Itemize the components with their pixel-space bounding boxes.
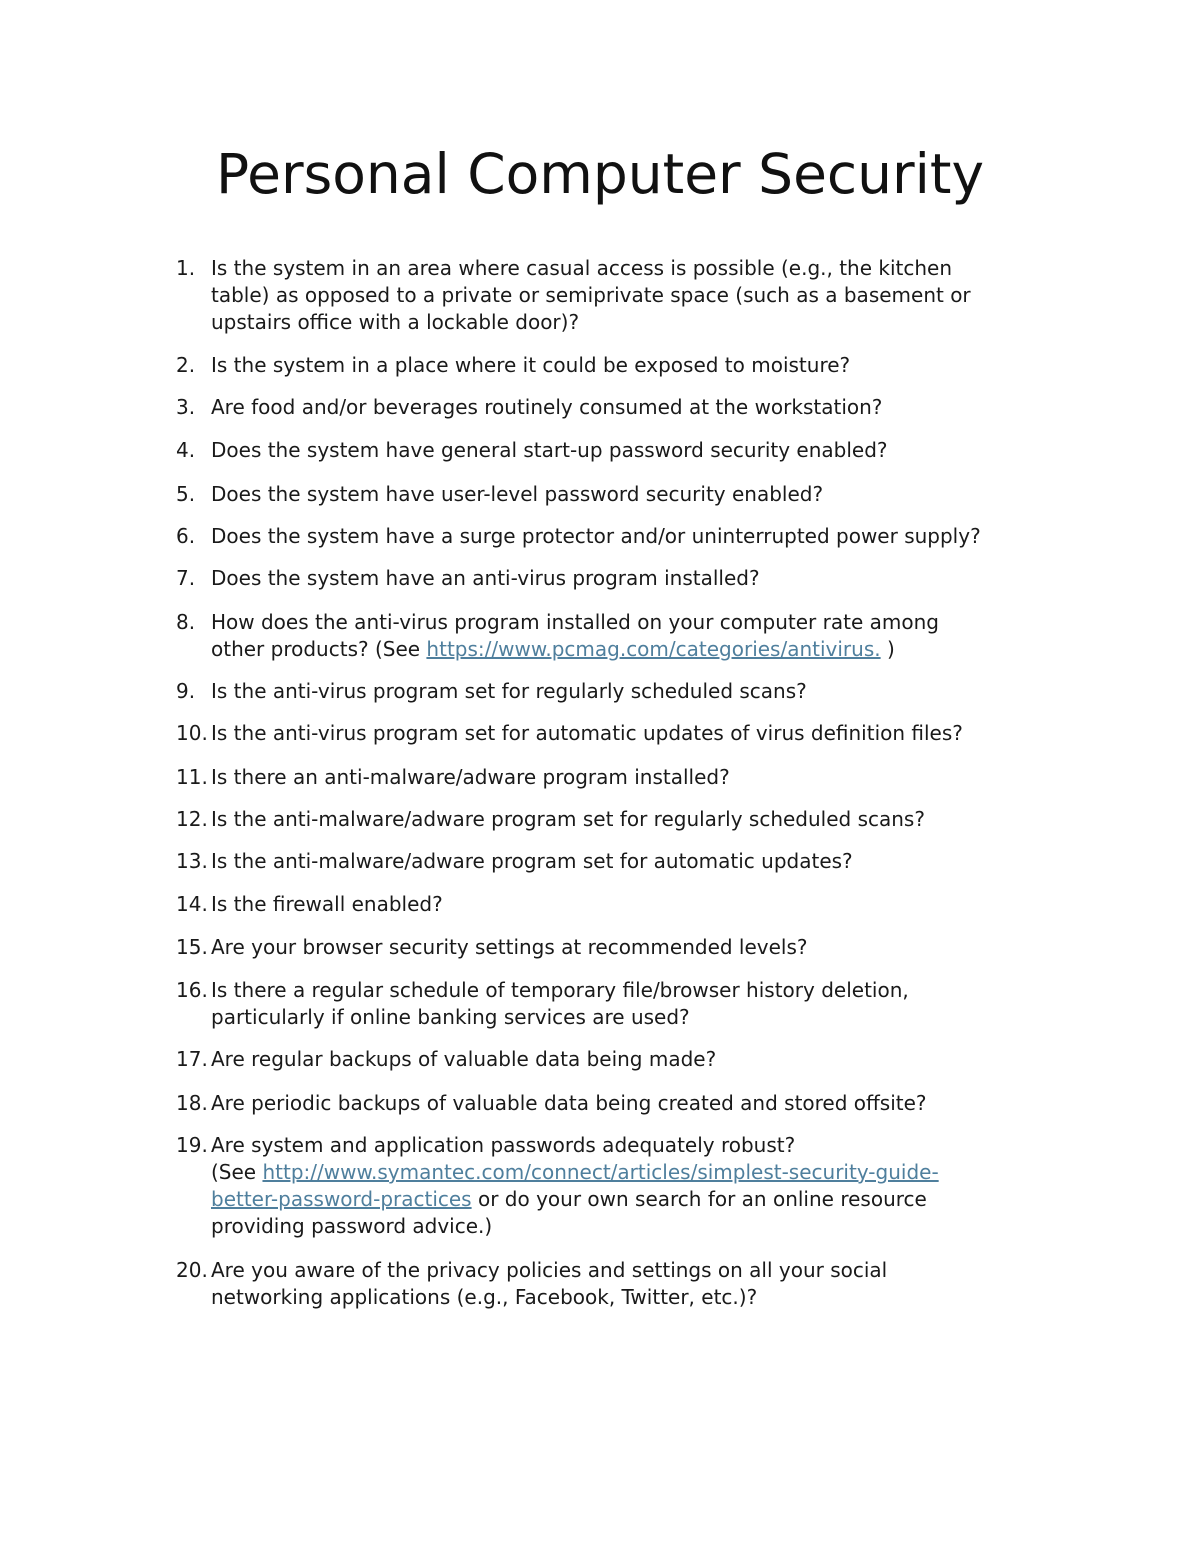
question-line: Are regular backups of valuable data being made? — [211, 1047, 717, 1071]
question-line — [211, 1186, 1056, 1213]
question-line: Is the anti-virus program set for regularly scheduled scans? — [211, 679, 807, 703]
question-number: 6. — [176, 524, 196, 548]
question-number: 8. — [176, 610, 196, 634]
question-line: Are periodic backups of valuable data being created and stored offsite? — [211, 1091, 927, 1115]
question-line: Are you aware of the privacy policies and settings on all your social — [211, 1258, 888, 1282]
question-line: Are system and application passwords adequately robust? — [211, 1133, 796, 1157]
question-number: 18. — [176, 1091, 208, 1115]
question-text — [211, 523, 1056, 550]
symantec-password-link-continued[interactable]: better-password-practices — [211, 1187, 472, 1211]
question-text — [211, 565, 1056, 592]
question-line-text: other products? (See — [211, 637, 427, 661]
question-text — [211, 891, 1056, 918]
question-text — [211, 1257, 1056, 1311]
question-line: Are food and/or beverages routinely consumed at the workstation? — [211, 395, 883, 419]
question-number: 14. — [176, 892, 208, 916]
question-line: Are your browser security settings at recommended levels? — [211, 935, 808, 959]
question-line: upstairs office with a lockable door)? — [211, 310, 580, 334]
question-line: table) as opposed to a private or semiprivate space (such as a basement or — [211, 283, 971, 307]
question-text — [211, 678, 1056, 705]
question-text — [211, 720, 1056, 747]
question-line: Is there a regular schedule of temporary file/browser history deletion, — [211, 978, 909, 1002]
question-line: Does the system have a surge protector and/or uninterrupted power supply? — [211, 524, 981, 548]
question-number: 17. — [176, 1047, 208, 1071]
question-line: Is the firewall enabled? — [211, 892, 443, 916]
question-line: Is the anti-malware/adware program set for automatic updates? — [211, 849, 853, 873]
question-line — [211, 1159, 1056, 1186]
question-number: 20. — [176, 1258, 208, 1282]
question-number: 11. — [176, 765, 208, 789]
question-text — [211, 481, 1056, 508]
question-line: Does the system have an anti-virus program installed? — [211, 566, 760, 590]
question-text — [211, 255, 1056, 336]
question-line: Is the anti-virus program set for automatic updates of virus definition files? — [211, 721, 963, 745]
question-line: Does the system have user-level password security enabled? — [211, 482, 824, 506]
question-text — [211, 437, 1056, 464]
question-text — [211, 934, 1056, 961]
question-line: Is there an anti-malware/adware program installed? — [211, 765, 730, 789]
question-text — [211, 352, 1056, 379]
question-number: 13. — [176, 849, 208, 873]
question-number: 9. — [176, 679, 196, 703]
question-number: 16. — [176, 978, 208, 1002]
question-number: 10. — [176, 721, 208, 745]
question-number: 12. — [176, 807, 208, 831]
question-number: 15. — [176, 935, 208, 959]
question-line — [211, 636, 1056, 663]
question-line-text: or do your own search for an online resource — [471, 1187, 927, 1211]
question-text — [211, 848, 1056, 875]
question-text — [211, 394, 1056, 421]
page-title: Personal Computer Security — [215, 142, 985, 206]
question-line: providing password advice.) — [211, 1214, 493, 1238]
question-number: 3. — [176, 395, 196, 419]
question-text — [211, 1132, 1056, 1240]
question-line-text: ) — [880, 637, 895, 661]
question-line: Is the anti-malware/adware program set for regularly scheduled scans? — [211, 807, 925, 831]
question-line: Is the system in a place where it could be exposed to moisture? — [211, 353, 851, 377]
question-number: 5. — [176, 482, 196, 506]
question-line-text: (See — [211, 1160, 263, 1184]
question-text — [211, 609, 1056, 663]
question-text — [211, 764, 1056, 791]
question-text — [211, 977, 1056, 1031]
question-line: Does the system have general start-up password security enabled? — [211, 438, 888, 462]
question-text — [211, 1046, 1056, 1073]
question-line: particularly if online banking services are used? — [211, 1005, 690, 1029]
question-line: networking applications (e.g., Facebook, Twitter, etc.)? — [211, 1285, 758, 1309]
question-text — [211, 1090, 1056, 1117]
question-number: 19. — [176, 1133, 208, 1157]
question-line: Is the system in an area where casual access is possible (e.g., the kitchen — [211, 256, 953, 280]
pcmag-antivirus-link[interactable]: https://www.pcmag.com/categories/antivirus. — [426, 637, 881, 661]
question-number: 2. — [176, 353, 196, 377]
question-line: How does the anti-virus program installed on your computer rate among — [211, 610, 939, 634]
question-number: 7. — [176, 566, 196, 590]
symantec-password-link[interactable]: http://www.symantec.com/connect/articles/simplest-security-guide- — [262, 1160, 939, 1184]
question-number: 4. — [176, 438, 196, 462]
question-text — [211, 806, 1056, 833]
question-number: 1. — [176, 256, 196, 280]
